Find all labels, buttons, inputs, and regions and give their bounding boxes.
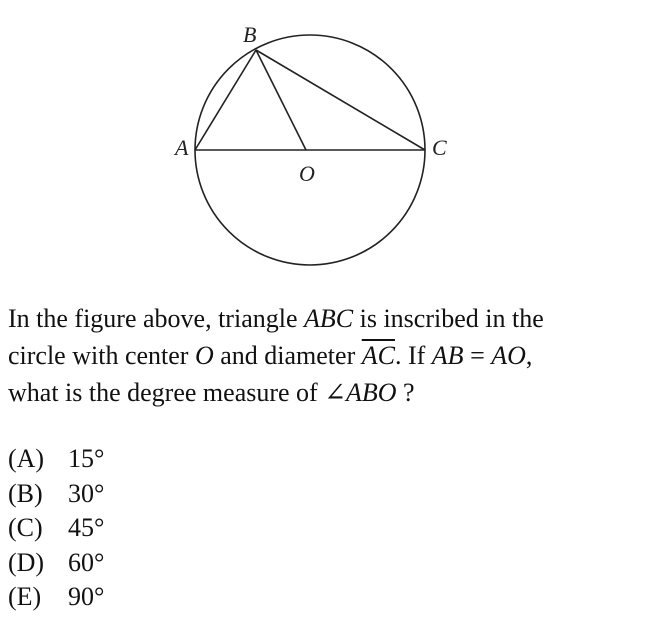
choice-letter: (B) bbox=[8, 478, 43, 508]
choice-value: 60° bbox=[68, 547, 105, 577]
circle-figure bbox=[0, 0, 670, 290]
diameter-name: $\overline{AC}$ bbox=[361, 341, 395, 370]
angle-name: ∠ABO bbox=[324, 378, 397, 407]
center-name: O bbox=[194, 341, 214, 370]
label-o: O bbox=[299, 161, 315, 186]
choice-d[interactable] bbox=[8, 546, 104, 581]
triangle-name: ABC bbox=[304, 304, 354, 333]
choice-value: 45° bbox=[68, 513, 105, 542]
choice-value: 30° bbox=[68, 478, 105, 508]
choice-letter: (C) bbox=[8, 513, 43, 542]
choice-e[interactable] bbox=[8, 580, 104, 615]
label-c: C bbox=[432, 135, 447, 160]
label-b: B bbox=[243, 22, 257, 47]
answer-choices bbox=[8, 442, 104, 615]
question-line-3: what is the degree measure of ∠ABO ? bbox=[8, 378, 415, 407]
choice-c[interactable] bbox=[8, 511, 104, 546]
choice-letter: (E) bbox=[8, 582, 42, 611]
question-line-2: circle with center O and diameter $\overline{AC}$. If AB = AO, bbox=[8, 341, 533, 370]
choice-letter: (D) bbox=[8, 547, 45, 577]
choice-b[interactable] bbox=[8, 477, 104, 512]
choice-value: 90° bbox=[68, 582, 105, 611]
choice-letter: (A) bbox=[8, 444, 45, 473]
label-a: A bbox=[175, 135, 189, 160]
choice-a[interactable] bbox=[8, 442, 104, 477]
choice-value: 15° bbox=[68, 444, 105, 473]
segment-ab bbox=[195, 50, 256, 150]
question-line-1: In the figure above, triangle ABC is inscribed in the bbox=[8, 304, 544, 333]
question-text bbox=[8, 300, 663, 411]
